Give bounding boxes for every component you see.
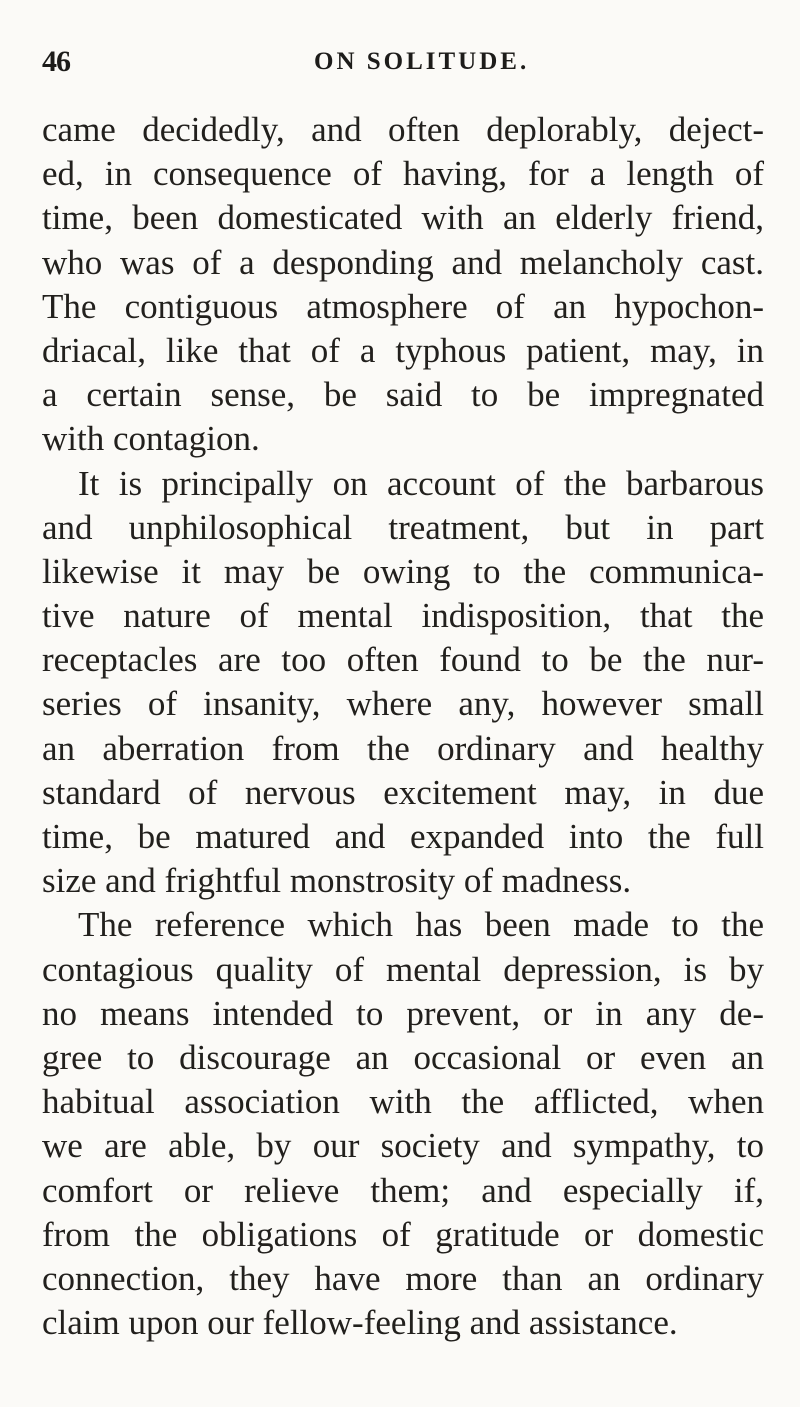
text-line: contagious quality of mental depression, is by [42, 949, 764, 989]
page-header [42, 42, 742, 82]
text-line: from the obligations of gratitude or domestic [42, 1214, 764, 1254]
text-line: we are able, by our society and sympathy, to [42, 1126, 764, 1166]
text-line: size and frightful monstrosity of madness. [42, 861, 632, 901]
text-line: time, be matured and expanded into the full [42, 817, 764, 856]
text-line: tive nature of mental indisposition, that the [42, 596, 764, 636]
text-line: comfort or relieve them; and especially if, [42, 1170, 764, 1210]
text-line: gree to discourage an occasional or even an [42, 1037, 764, 1077]
text-line: no means intended to prevent, or in any de- [42, 993, 764, 1033]
text-line: connection, they have more than an ordinary [42, 1258, 764, 1298]
running-head: ON SOLITUDE. [314, 48, 530, 75]
text-line: driacal, like that of a typhous patient, may, in [42, 330, 764, 370]
text-line: with contagion. [42, 419, 260, 459]
text-line: It is principally on account of the barbarous [78, 463, 764, 503]
text-line: series of insanity, where any, however small [42, 684, 764, 724]
text-line: and unphilosophical treatment, but in part [42, 507, 764, 547]
text-line: ed, in consequence of having, for a length of [42, 154, 764, 194]
text-line: a certain sense, be said to be impregnated [42, 375, 764, 415]
page-number: 46 [42, 45, 70, 78]
text-line: who was of a desponding and melancholy cast. [42, 242, 764, 282]
text-line: time, been domesticated with an elderly friend, [42, 198, 764, 238]
text-line: came decidedly, and often deplorably, deject- [42, 110, 764, 149]
text-line: receptacles are too often found to be the nur- [42, 640, 764, 680]
text-line: The contiguous atmosphere of an hypochon- [42, 286, 764, 326]
text-line: standard of nervous excitement may, in due [42, 772, 764, 812]
text-line: claim upon our fellow-feeling and assistance. [42, 1303, 678, 1343]
text-line: habitual association with the afflicted, when [42, 1082, 764, 1122]
text-line: likewise it may be owing to the communica- [42, 551, 764, 591]
text-line: The reference which has been made to the [78, 905, 764, 945]
body-text [42, 108, 764, 1345]
text-line: an aberration from the ordinary and healthy [42, 728, 764, 768]
